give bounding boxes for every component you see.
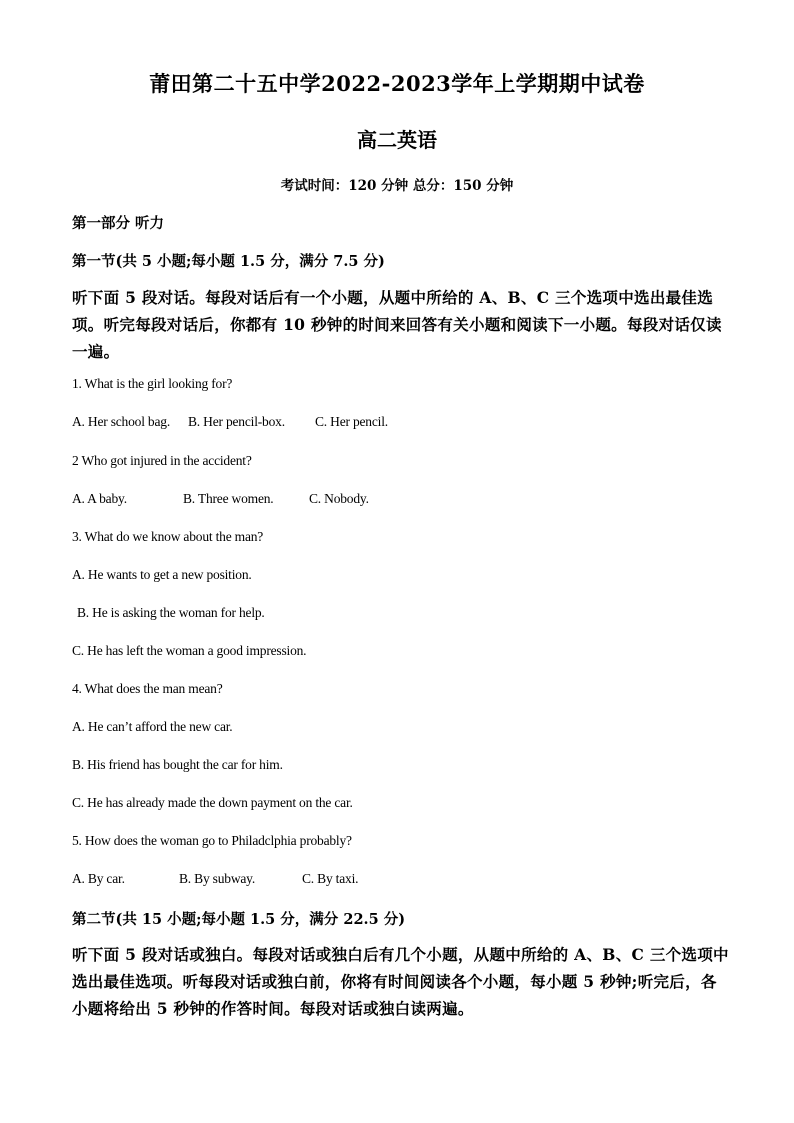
question-4-option-b: B. His friend has bought the car for him. bbox=[72, 757, 283, 772]
question-5-option-c: C. By taxi. bbox=[302, 871, 359, 886]
question-2-option-b: B. Three women. bbox=[183, 491, 274, 506]
question-1-options bbox=[72, 414, 388, 430]
question-1-option-b: B. Her pencil-box. bbox=[188, 414, 285, 429]
section2-heading: 第二节(共 15 小题;每小题 1.5 分，满分 22.5 分) bbox=[72, 911, 406, 928]
exam-subject: 高二英语 bbox=[357, 128, 437, 152]
question-5-options bbox=[72, 871, 358, 887]
question-3-option-c: C. He has left the woman a good impression. bbox=[72, 643, 307, 658]
question-4-option-a: A. He can’t afford the new car. bbox=[72, 719, 233, 734]
question-1-stem: 1. What is the girl looking for? bbox=[72, 376, 233, 391]
question-1-option-a: A. Her school bag. bbox=[72, 414, 170, 429]
question-4-option-c: C. He has already made the down payment on the car. bbox=[72, 795, 353, 810]
part1-heading: 第一部分 听力 bbox=[72, 215, 165, 232]
question-2-option-a: A. A baby. bbox=[72, 491, 127, 506]
question-5-option-a: A. By car. bbox=[72, 871, 125, 886]
question-5-option-b: B. By subway. bbox=[179, 871, 256, 886]
question-3-option-b: B. He is asking the woman for help. bbox=[77, 605, 265, 620]
question-3-stem: 3. What do we know about the man? bbox=[72, 529, 264, 544]
question-4-stem: 4. What does the man mean? bbox=[72, 681, 223, 696]
question-5-stem: 5. How does the woman go to Philadclphia probably? bbox=[72, 833, 352, 848]
section2-instructions: 听下面 5 段对话或独白。每段对话或独白后有几个小题，从题中所给的 A、B、C 三个选项中选出最佳选项。听每段对话或独白前，你将有时间阅读各个小题，每小题 5 秒钟;听完后，各小题将给出 5 秒钟的作答时间。每段对话或独白读两遍。 bbox=[72, 945, 729, 1018]
question-2-stem: 2 Who got injured in the accident? bbox=[72, 453, 252, 468]
question-1-option-c: C. Her pencil. bbox=[315, 414, 388, 429]
section1-heading: 第一节(共 5 小题;每小题 1.5 分，满分 7.5 分) bbox=[72, 253, 385, 270]
section1-instructions: 听下面 5 段对话。每段对话后有一个小题，从题中所给的 A、B、C 三个选项中选出最佳选项。听完每段对话后，你都有 10 秒钟的时间来回答有关小题和阅读下一小题。每段对话仅读一遍。 bbox=[72, 288, 722, 361]
question-3-option-a: A. He wants to get a new position. bbox=[72, 567, 252, 582]
question-2-options bbox=[72, 491, 369, 507]
exam-info: 考试时间：120 分钟 总分：150 分钟 bbox=[280, 178, 514, 194]
question-2-option-c: C. Nobody. bbox=[309, 491, 369, 506]
exam-title: 莆田第二十五中学2022-2023学年上学期期中试卷 bbox=[149, 71, 645, 96]
